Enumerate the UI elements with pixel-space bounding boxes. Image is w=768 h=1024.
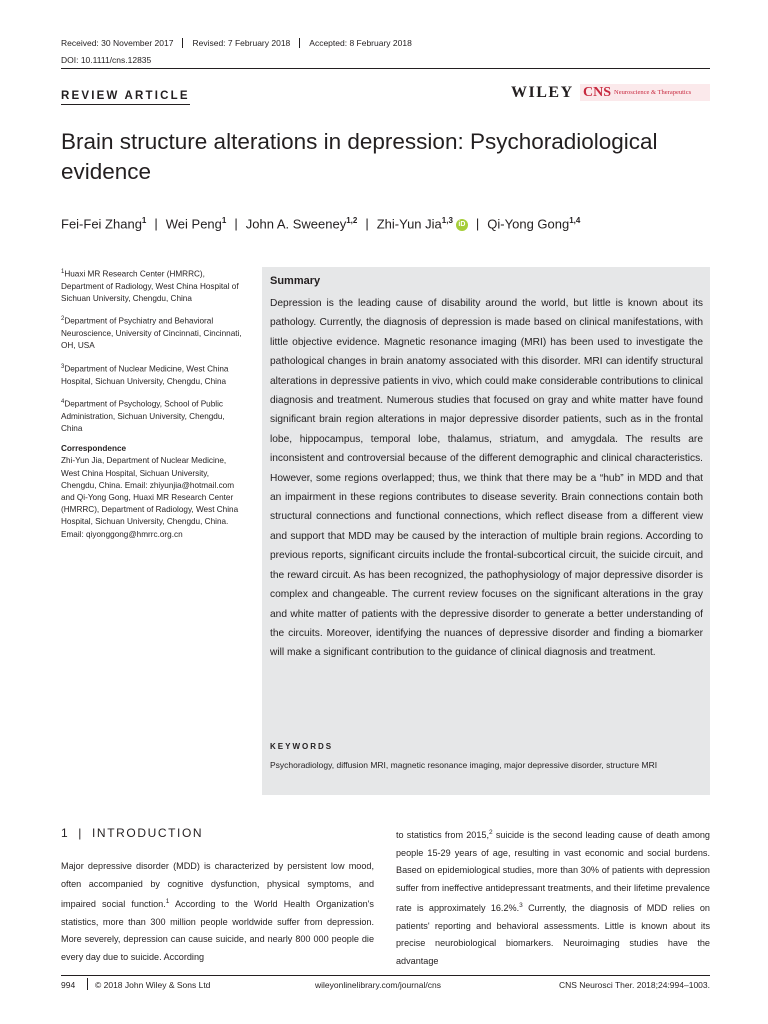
- article-dates: [61, 38, 421, 48]
- author-separator: |: [234, 216, 238, 232]
- journal-abbr: CNS: [583, 84, 612, 100]
- journal-url[interactable]: wileyonlinelibrary.com/journal/cns: [315, 980, 441, 990]
- author-separator: |: [154, 216, 158, 232]
- copyright: © 2018 John Wiley & Sons Ltd: [95, 980, 211, 990]
- section-heading-introduction: 1 | INTRODUCTION: [61, 826, 204, 840]
- author-separator: |: [475, 216, 480, 232]
- reference-marker[interactable]: 2: [489, 829, 493, 836]
- affiliation-marker: 1: [61, 269, 65, 275]
- footer-separator: [87, 978, 88, 990]
- summary-text: Depression is the leading cause of disability around the world, but little is known about its pathology. Currently, the diagnosis of depression is made based on clinical manifestations, with little objective evidence. Magnetic resonance imaging (MRI) has been used to investigate the pathological changes in brain anatomy associated with this disorder. MRI can identify structural alterations in depressive patients in vivo, which could make considerable contributions to clinical diagnosis and treatment. Numerous studies that focused on gray and white matter have found significant brain region alterations in major depressive disorder patients, such as in the frontal lobe, hippocampus, temporal lobe, thalamus, striatum, and amygdala. The results are inconsistent and controversial because of the different demographic and clinical characteristics. However, some regions overlapped; thus, we think that there may be a “hub” in MDD and that an impairment in these regions contributes to disease severity. Brain connections contain both structural connections and functional connections, which reflect disease from a different view and support that MDD may be caused by the interaction of multiple brain regions. According to previous reports, significant circuits include the frontal-subcortical circuit, the suicide circuit, and the reward circuit. As has been recognized, the pathophysiology of major depressive disorder is complex and changeable. The current review focuses on the significant alterations in the gray and white matter of patients with the depressive disorder to generate a better understanding of the circuits. Moreover, identifying the nuances of depressive disorder and finding a biomarker will make a significant contribution to the guidance of clinical diagnosis and treatment.: [270, 298, 703, 659]
- article-type: REVIEW ARTICLE: [61, 90, 190, 105]
- affiliation-list: [61, 266, 243, 435]
- body-column-right: [396, 824, 710, 970]
- journal-logo: [580, 84, 710, 101]
- affiliation-item: [61, 313, 243, 352]
- correspondence: [61, 443, 243, 541]
- author-affiliation-marker: 1,3: [441, 216, 453, 225]
- author-separator: |: [365, 216, 369, 232]
- author-affiliation-marker: 1: [221, 216, 227, 225]
- affiliation-item: [61, 361, 243, 388]
- author-name: Wei Peng: [165, 216, 222, 232]
- affiliation-text: Department of Nuclear Medicine, West China Hospital, Sichuan University, Chengdu, China: [61, 364, 229, 386]
- journal-name: Neuroscience & Therapeutics: [614, 89, 692, 96]
- author-name: Fei-Fei Zhang: [61, 216, 142, 232]
- author[interactable]: [487, 216, 580, 231]
- affiliation-text: Huaxi MR Research Center (HMRRC), Department of Radiology, West China Hospital of Sichuan University, Chengdu, China: [61, 269, 239, 304]
- accepted-date: Accepted: 8 February 2018: [299, 38, 421, 48]
- citation: CNS Neurosci Ther. 2018;24:994–1003.: [558, 980, 710, 990]
- affiliation-text: Department of Psychiatry and Behavioral Neuroscience, University of Cincinnati, Cincinnati, OH, USA: [61, 317, 242, 351]
- doi: DOI: 10.1111/cns.12835: [61, 55, 152, 65]
- correspondence-heading: Correspondence: [61, 444, 127, 454]
- author-affiliation-marker: 1: [141, 216, 147, 225]
- affiliation-item: [61, 396, 243, 435]
- article-title: Brain structure alterations in depression: Psychoradiological evidence: [61, 129, 658, 184]
- body-text: Major depressive disorder (MDD) is characterized by persistent low mood, often accompanied by cognitive dysfunction, physical symptoms, and impaired social function.: [61, 861, 374, 910]
- keywords-text: Psychoradiology, diffusion MRI, magnetic resonance imaging, major depressive disorder, structure MRI: [270, 760, 658, 770]
- affiliation-text: Department of Psychology, School of Public Administration, Sichuan University, Chengdu, China: [61, 399, 225, 433]
- footer-divider: [61, 975, 710, 976]
- affiliation-marker: 2: [61, 316, 65, 323]
- affiliations: [61, 266, 243, 541]
- author-affiliation-marker: 1,4: [569, 216, 581, 225]
- correspondence-text: Zhi-Yun Jia, Department of Nuclear Medicine, West China Hospital, Sichuan University, Chengdu, China. Email: zhiyunjia@hotmail.com and Qi-Yong Gong, Huaxi MR Research Center (HMRRC), Department of Radiology, West China Hospital, Sichuan University, Chengdu, China. Email: qiyonggong@hmrrc.org.cn: [61, 456, 239, 539]
- author[interactable]: [61, 216, 146, 231]
- author-affiliation-marker: 1,2: [346, 216, 358, 225]
- affiliation-item: [61, 266, 243, 305]
- author[interactable]: [377, 216, 468, 231]
- publisher-logo: WILEY: [511, 84, 574, 101]
- body-column-left: [61, 858, 374, 966]
- keywords-heading: KEYWORDS: [270, 742, 334, 751]
- author-name: Qi-Yong Gong: [487, 216, 570, 232]
- section-title: INTRODUCTION: [92, 826, 204, 840]
- orcid-icon[interactable]: iD: [456, 219, 468, 231]
- revised-date: Revised: 7 February 2018: [182, 38, 299, 48]
- author-list: [61, 216, 580, 231]
- author[interactable]: [166, 216, 227, 231]
- reference-marker[interactable]: 3: [519, 902, 523, 910]
- body-text: suicide is the second leading cause of death among people 15-29 years of age, resulting in vast economic and social burdens. Based on epidemiological studies, more than 30% of patients with depression suffer from ineffective antidepressant treatments, and their lifetime prevalence rate is approximately 16.2%.: [396, 830, 710, 914]
- summary-heading: Summary: [270, 275, 321, 287]
- author-name: John A. Sweeney: [245, 216, 347, 232]
- body-text: Currently, the diagnosis of MDD relies on patients' reporting and behavioral assessments. Little is known about its precise neurobiological biomarkers. Neuroimaging studies have the advantage: [396, 903, 710, 966]
- section-number: 1: [61, 826, 70, 840]
- body-text: According to the World Health Organization's statistics, more than 300 million people worldwide suffer from depression. More severely, depression can cause suicide, and nearly 800 000 people die every day due to suicide. According: [61, 899, 374, 962]
- received-date: Received: 30 November 2017: [61, 38, 174, 48]
- author-name: Zhi-Yun Jia: [376, 216, 442, 232]
- reference-marker[interactable]: 1: [165, 898, 170, 905]
- header-divider: [61, 68, 710, 69]
- affiliation-marker: 4: [61, 398, 65, 405]
- page-number: 994: [61, 980, 76, 990]
- summary-box: [262, 267, 710, 795]
- author[interactable]: [246, 216, 358, 231]
- body-text: to statistics from 2015,: [396, 830, 489, 841]
- affiliation-marker: 3: [61, 363, 65, 370]
